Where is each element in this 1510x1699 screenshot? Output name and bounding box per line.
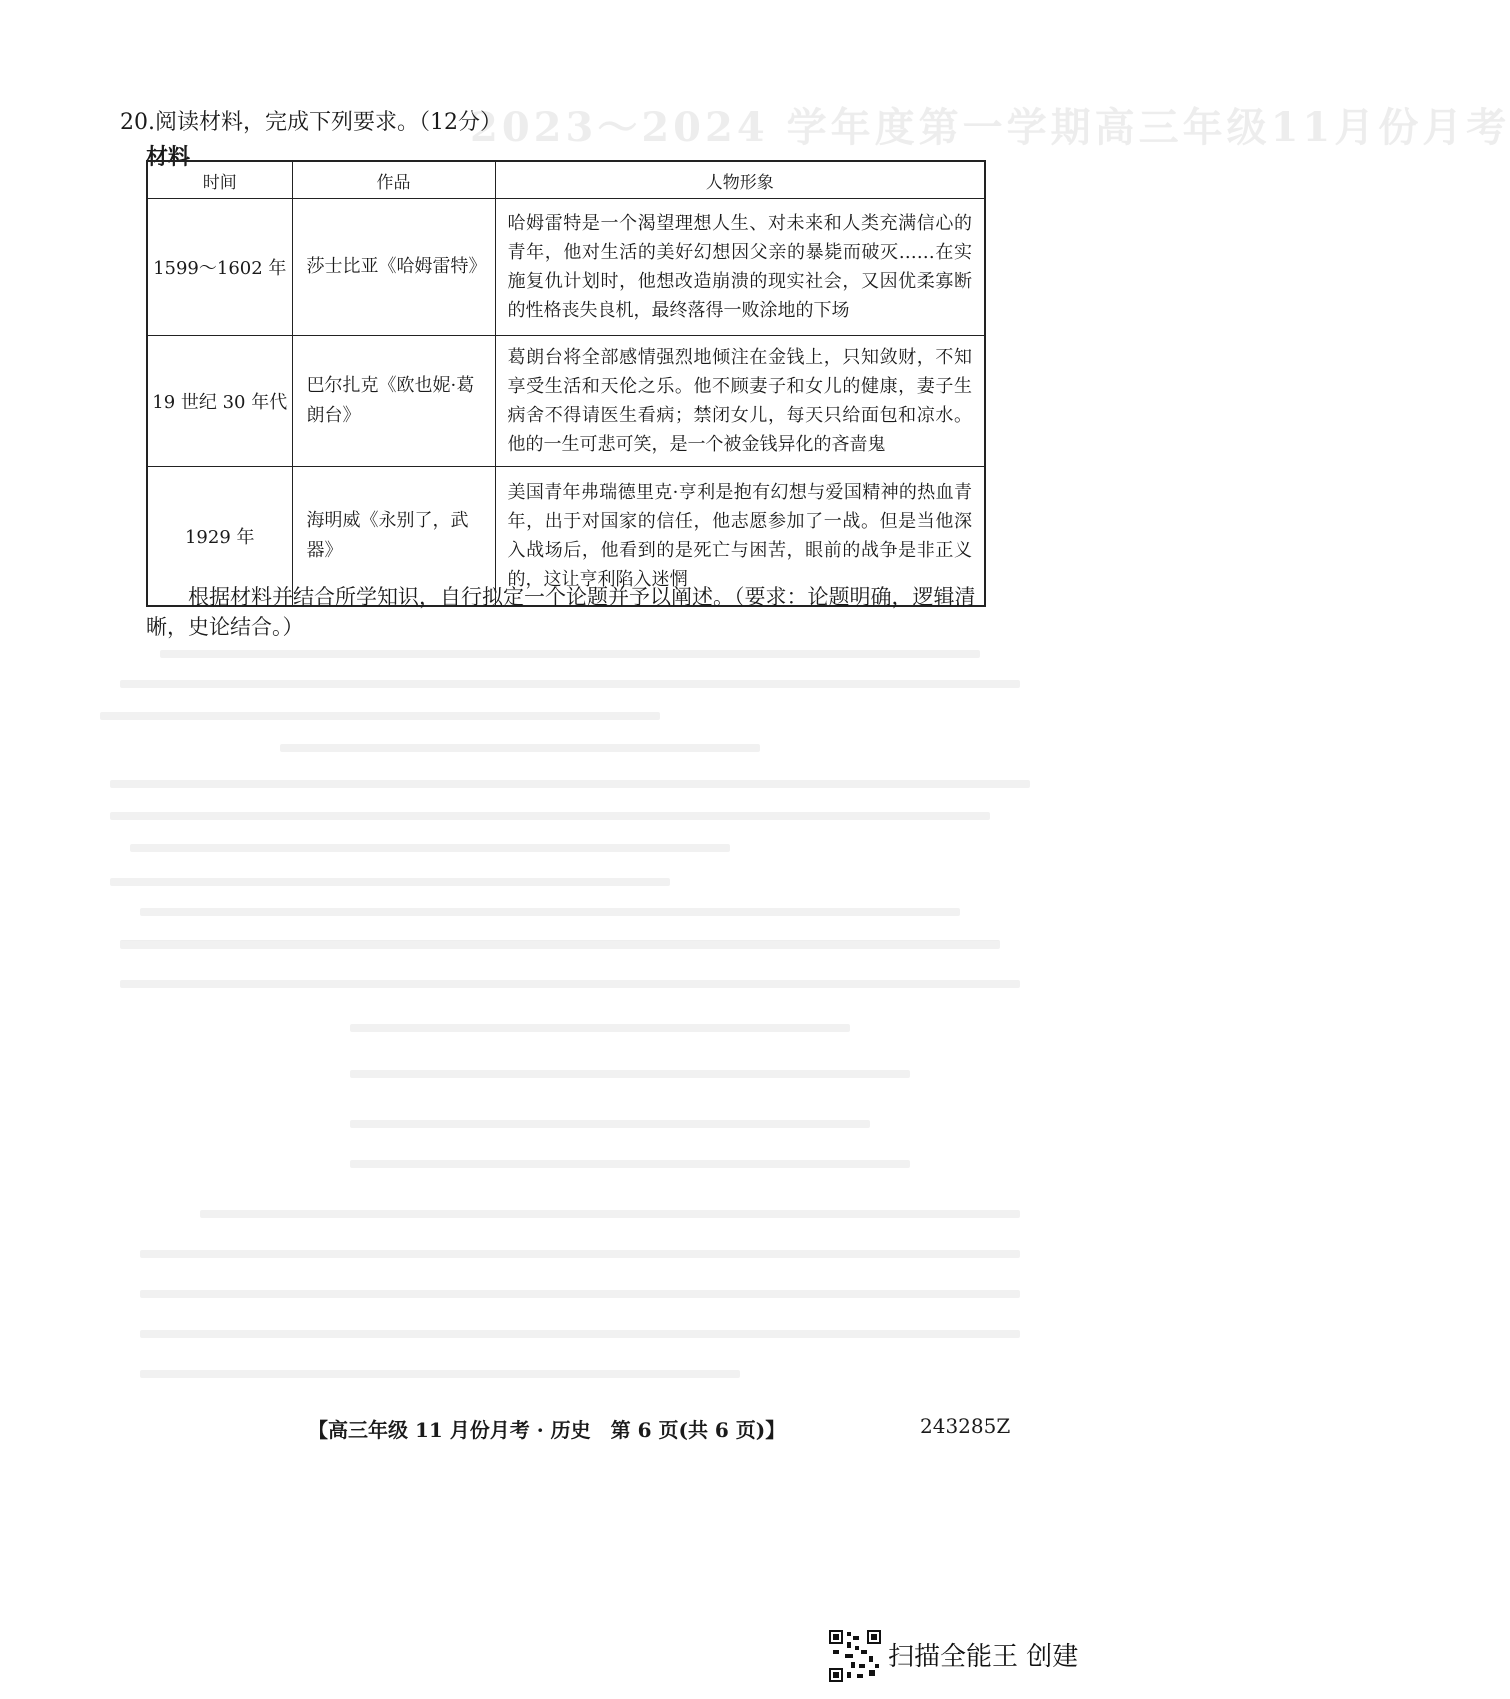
question-title: 20.阅读材料，完成下列要求。（12分） bbox=[120, 110, 502, 135]
exam-code: 243285Z bbox=[920, 1414, 1011, 1438]
page-footer: 【高三年级 11 月份月考 · 历史 第 6 页(共 6 页)】 bbox=[308, 1418, 786, 1442]
cell-time: 19 世纪 30 年代 bbox=[147, 336, 292, 467]
cell-character: 葛朗台将全部感情强烈地倾注在金钱上，只知敛财，不知享受生活和天伦之乐。他不顾妻子和女儿的健康，妻子生病舍不得请医生看病；禁闭女儿，每天只给面包和凉水。他的一生可悲可笑，是一个被金钱异化的吝啬鬼 bbox=[495, 336, 985, 467]
material-table bbox=[146, 160, 986, 607]
header-time: 时间 bbox=[147, 161, 292, 199]
cell-character: 哈姆雷特是一个渴望理想人生、对未来和人类充满信心的青年，他对生活的美好幻想因父亲的暴毙而破灭……在实施复仇计划时，他想改造崩溃的现实社会，又因优柔寡断的性格丧失良机，最终落得一败涂地的下场 bbox=[495, 199, 985, 336]
header-character: 人物形象 bbox=[495, 161, 985, 199]
requirement-text: 根据材料并结合所学知识，自行拟定一个论题并予以阐述。（要求：论题明确，逻辑清晰，史论结合。） bbox=[146, 585, 976, 639]
bleed-through-header: 2023～2024 学年度第一学期高三年级11月份月考 bbox=[470, 104, 1510, 151]
cell-time: 1929 年 bbox=[147, 467, 292, 607]
table-row bbox=[147, 199, 985, 336]
cell-character: 美国青年弗瑞德里克·亨利是抱有幻想与爱国精神的热血青年，出于对国家的信任，他志愿参加了一战。但是当他深入战场后，他看到的是死亡与困苦，眼前的战争是非正义的，这让亨利陷入迷惘 bbox=[495, 467, 985, 607]
header-work: 作品 bbox=[292, 161, 495, 199]
material-label: 材料 bbox=[146, 144, 191, 170]
scanner-watermark: 扫描全能王 创建 bbox=[888, 1642, 1079, 1672]
cell-work: 莎士比亚《哈姆雷特》 bbox=[292, 199, 495, 336]
cell-work: 巴尔扎克《欧也妮·葛朗台》 bbox=[292, 336, 495, 467]
bleed-through-noise bbox=[100, 640, 1100, 1400]
table-header-row bbox=[147, 161, 985, 199]
cell-time: 1599～1602 年 bbox=[147, 199, 292, 336]
table-row bbox=[147, 336, 985, 467]
cell-work: 海明威《永别了，武器》 bbox=[292, 467, 495, 607]
qr-code-icon bbox=[829, 1630, 881, 1682]
